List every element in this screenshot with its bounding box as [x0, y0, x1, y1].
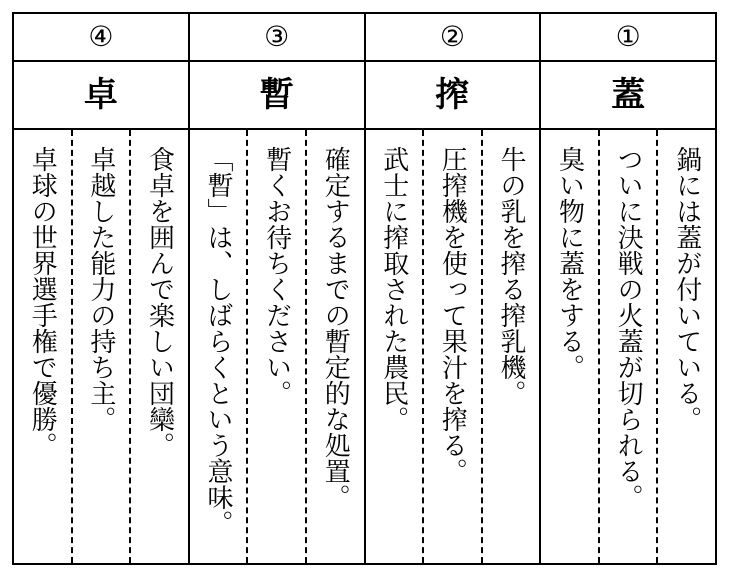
kanji-heading: 搾	[366, 62, 540, 130]
sentence-slot	[541, 130, 598, 563]
kanji-column-3	[188, 14, 364, 563]
example-sentence: 「暫」は、しばらくという意味。	[203, 146, 234, 536]
example-sentence: 牛の乳を搾る搾乳機。	[495, 146, 526, 406]
example-sentence: ついに決戦の火蓋が切られる。	[613, 146, 644, 510]
item-number: ②	[366, 14, 540, 62]
sentence-slot	[422, 130, 481, 563]
example-sentence: 暫くお待ちください。	[261, 146, 292, 406]
kanji-column-1	[539, 14, 715, 563]
kanji-worksheet	[12, 12, 717, 565]
example-sentence: 鍋には蓋が付いている。	[671, 146, 702, 432]
kanji-column-2	[364, 14, 540, 563]
item-number: ④	[14, 14, 188, 62]
sentence-slot	[305, 130, 364, 563]
kanji-heading: 暫	[190, 62, 364, 130]
example-sentence: 食卓を囲んで楽しい団欒。	[144, 146, 175, 458]
example-sentences	[14, 130, 188, 563]
example-sentence: 臭い物に蓋をする。	[554, 146, 585, 380]
sentence-slot	[598, 130, 657, 563]
example-sentence: 卓越した能力の持ち主。	[85, 146, 116, 432]
sentence-slot	[71, 130, 130, 563]
sentence-slot	[366, 130, 423, 563]
sentence-slot	[129, 130, 188, 563]
example-sentence: 圧搾機を使って果汁を搾る。	[437, 146, 468, 484]
sentence-slot	[656, 130, 715, 563]
item-number: ③	[190, 14, 364, 62]
example-sentence: 卓球の世界選手権で優勝。	[27, 146, 58, 458]
sentence-slot	[246, 130, 305, 563]
example-sentences	[366, 130, 540, 563]
kanji-heading: 卓	[14, 62, 188, 130]
sentence-slot	[190, 130, 247, 563]
kanji-column-4	[14, 14, 188, 563]
example-sentences	[541, 130, 715, 563]
sentence-slot	[14, 130, 71, 563]
item-number: ①	[541, 14, 715, 62]
example-sentence: 確定するまでの暫定的な処置。	[320, 146, 351, 510]
sentence-slot	[481, 130, 540, 563]
example-sentences	[190, 130, 364, 563]
example-sentence: 武士に搾取された農民。	[378, 146, 409, 432]
kanji-heading: 蓋	[541, 62, 715, 130]
